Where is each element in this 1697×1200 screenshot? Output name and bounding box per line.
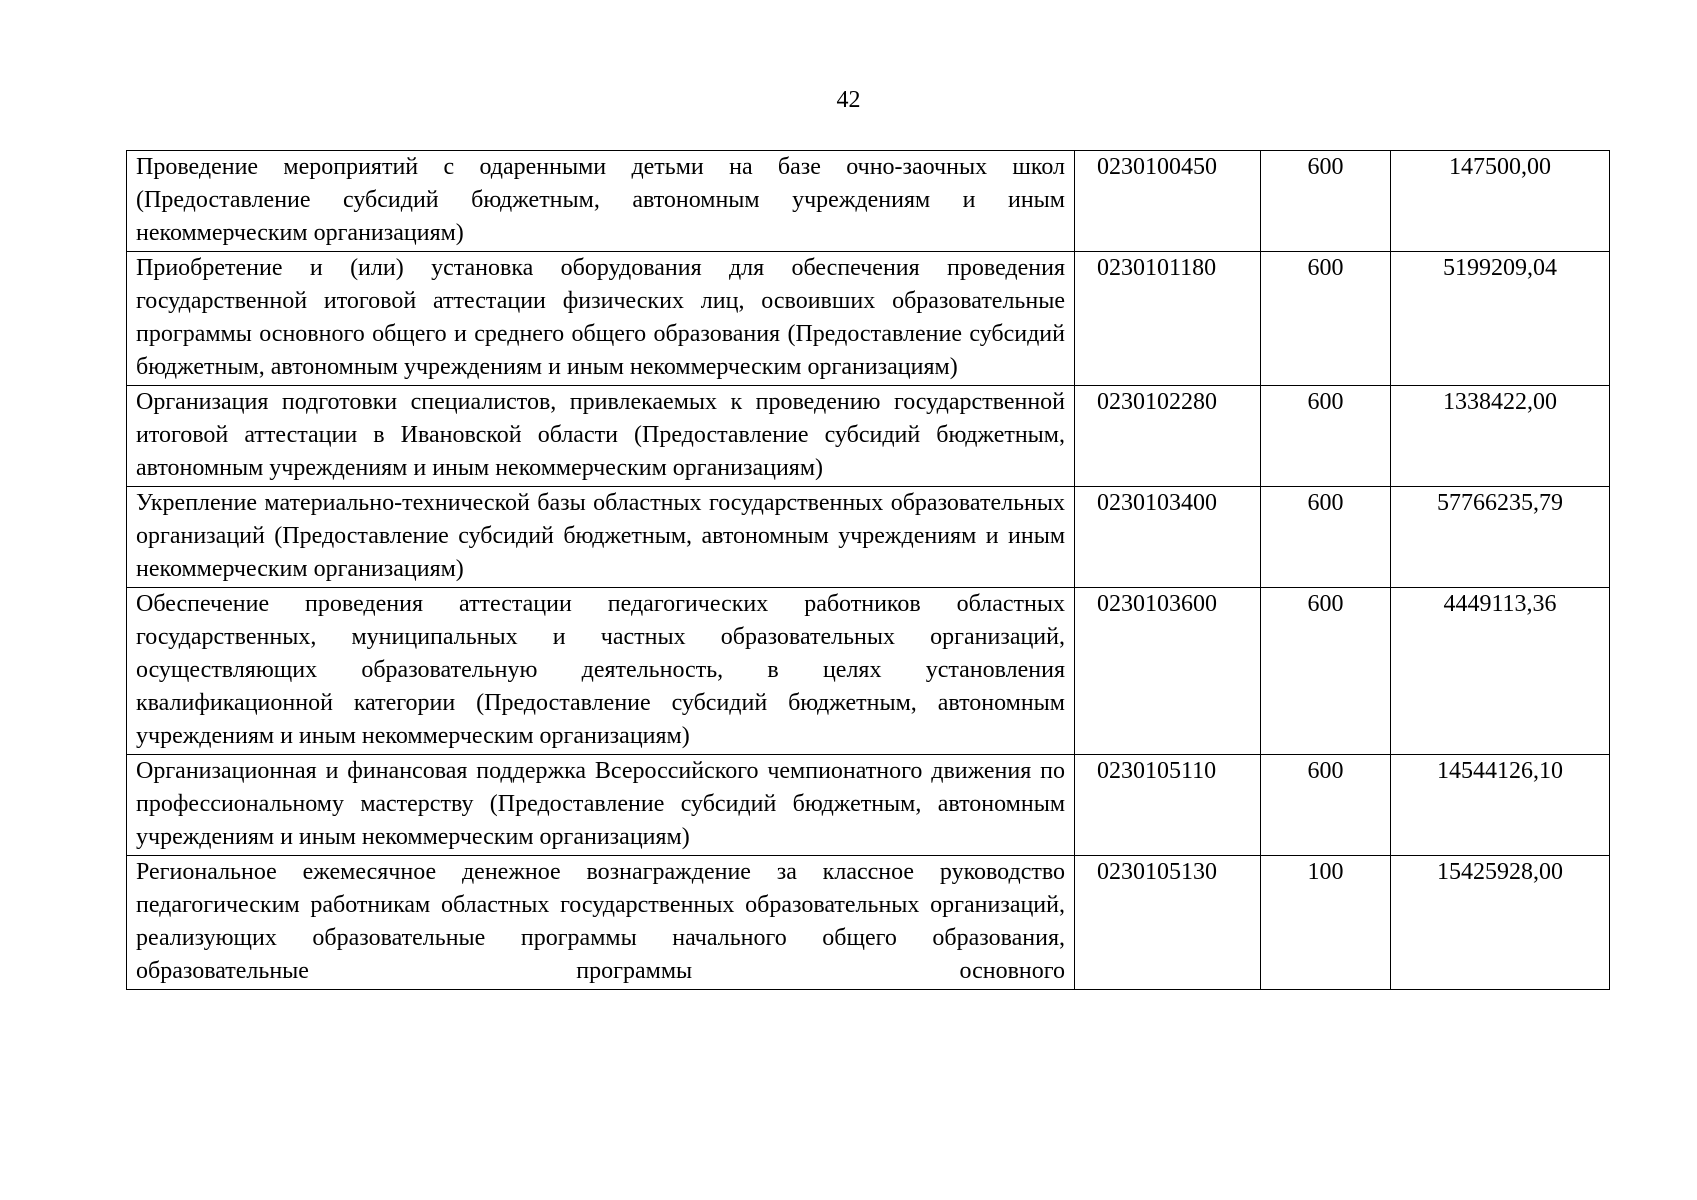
- table-row: [127, 588, 1610, 755]
- row-description: Обеспечение проведения аттестации педагогических работников областных государственных, муниципальных и частных образовательных организаций, осуществляющих образовательную деятельность, в целях установления квалификационной категории (Предоставление субсидий бюджетным, автономным учреждениям и иным некоммерческим организациям): [127, 588, 1075, 755]
- row-target-code: 0230103400: [1075, 487, 1261, 588]
- row-description: Приобретение и (или) установка оборудования для обеспечения проведения государственной итоговой аттестации физических лиц, освоивших образовательные программы основного общего и среднего общего образования (Предоставление субсидий бюджетным, автономным учреждениям и иным некоммерческим организациям): [127, 252, 1075, 386]
- row-amount: 4449113,36: [1391, 588, 1610, 755]
- page-number: 42: [836, 87, 861, 113]
- row-amount: 5199209,04: [1391, 252, 1610, 386]
- row-expense-type: 600: [1261, 151, 1391, 252]
- row-target-code: 0230103600: [1075, 588, 1261, 755]
- row-target-code: 0230102280: [1075, 386, 1261, 487]
- row-expense-type: 600: [1261, 487, 1391, 588]
- row-target-code: 0230105130: [1075, 856, 1261, 990]
- row-expense-type: 100: [1261, 856, 1391, 990]
- table-row: [127, 755, 1610, 856]
- table-row: [127, 386, 1610, 487]
- row-description: Организационная и финансовая поддержка Всероссийского чемпионатного движения по профессиональному мастерству (Предоставление субсидий бюджетным, автономным учреждениям и иным некоммерческим организациям): [127, 755, 1075, 856]
- row-amount: 57766235,79: [1391, 487, 1610, 588]
- row-amount: 15425928,00: [1391, 856, 1610, 990]
- row-target-code: 0230101180: [1075, 252, 1261, 386]
- row-expense-type: 600: [1261, 588, 1391, 755]
- row-expense-type: 600: [1261, 252, 1391, 386]
- row-description: Организация подготовки специалистов, привлекаемых к проведению государственной итоговой аттестации в Ивановской области (Предоставление субсидий бюджетным, автономным учреждениям и иным некоммерческим организациям): [127, 386, 1075, 487]
- row-expense-type: 600: [1261, 755, 1391, 856]
- row-amount: 147500,00: [1391, 151, 1610, 252]
- table-row: [127, 856, 1610, 990]
- budget-table: [126, 150, 1610, 990]
- table-row: [127, 252, 1610, 386]
- row-description: Проведение мероприятий с одаренными детьми на базе очно-заочных школ (Предоставление субсидий бюджетным, автономным учреждениям и иным некоммерческим организациям): [127, 151, 1075, 252]
- table-row: [127, 487, 1610, 588]
- row-description: Региональное ежемесячное денежное вознаграждение за классное руководство педагогическим работникам областных государственных образовательных организаций, реализующих образовательные программы начального общего образования, образовательные программы основного: [127, 856, 1075, 990]
- row-amount: 14544126,10: [1391, 755, 1610, 856]
- row-description: Укрепление материально-технической базы областных государственных образовательных организаций (Предоставление субсидий бюджетным, автономным учреждениям и иным некоммерческим организациям): [127, 487, 1075, 588]
- row-target-code: 0230100450: [1075, 151, 1261, 252]
- row-amount: 1338422,00: [1391, 386, 1610, 487]
- table-row: [127, 151, 1610, 252]
- row-target-code: 0230105110: [1075, 755, 1261, 856]
- row-expense-type: 600: [1261, 386, 1391, 487]
